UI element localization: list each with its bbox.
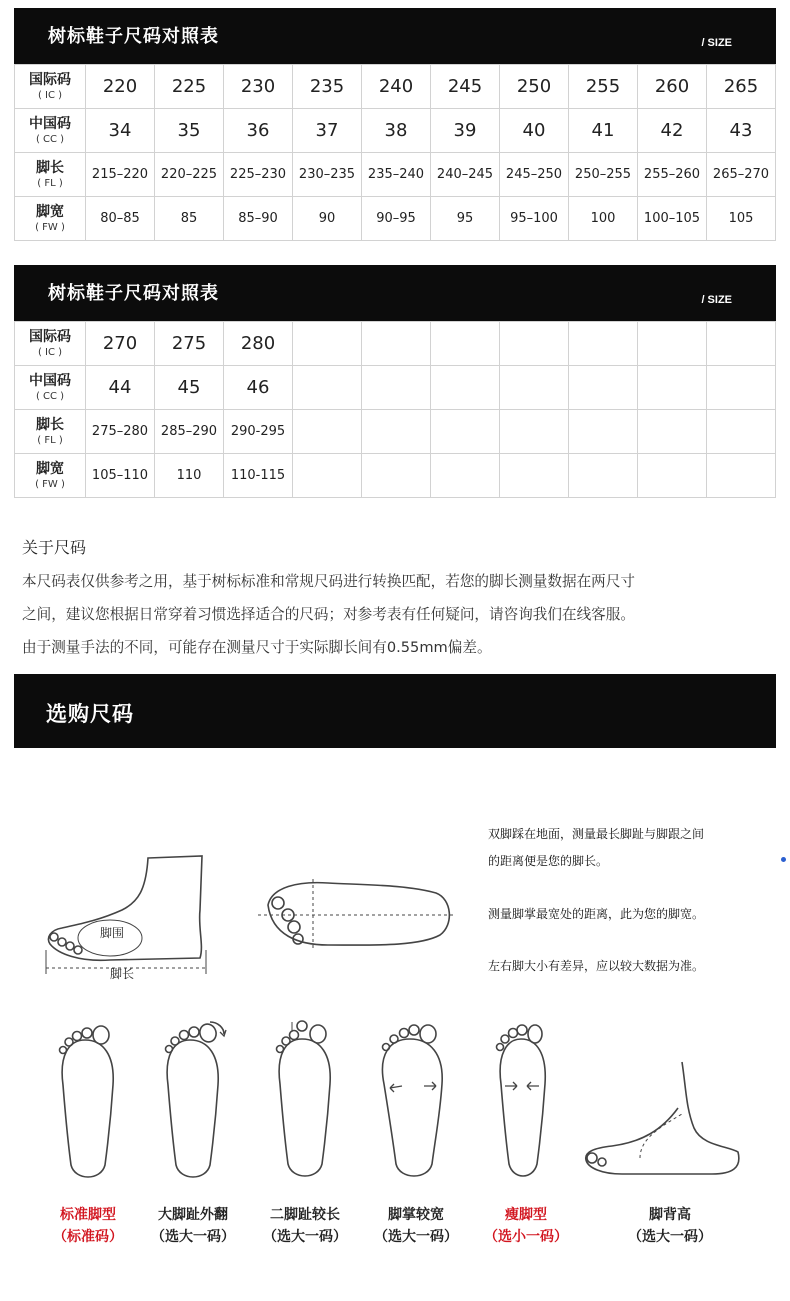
size-cell: 280 — [224, 322, 293, 366]
foot-type-label — [356, 1204, 476, 1248]
size-cell — [707, 322, 776, 366]
foot-type-advice: （选大一码） — [263, 1229, 347, 1245]
foot-type-name: 大脚趾外翻 — [158, 1207, 228, 1223]
size-cell: 46 — [224, 366, 293, 410]
size-chart-1-header — [14, 8, 776, 64]
size-cell — [431, 454, 500, 498]
row-header-en: ( IC ) — [37, 90, 63, 101]
size-cell: 215–220 — [86, 153, 155, 197]
foot-type-advice: （选大一码） — [374, 1229, 458, 1245]
foot-type-label — [610, 1204, 730, 1248]
size-cell — [638, 410, 707, 454]
size-cell: 35 — [155, 109, 224, 153]
size-cell: 105 — [707, 197, 776, 241]
size-cell — [638, 454, 707, 498]
row-header-cn: 国际码 — [29, 329, 71, 345]
row-header-en: ( FW ) — [35, 479, 65, 490]
size-cell: 260 — [638, 65, 707, 109]
size-cell — [500, 454, 569, 498]
foot-type-advice: （选大一码） — [151, 1229, 235, 1245]
foot-icon-high-instep — [582, 1058, 742, 1180]
foot-type-name: 脚背高 — [649, 1207, 691, 1223]
row-header-cn: 国际码 — [29, 72, 71, 88]
size-cell — [707, 366, 776, 410]
size-cell: 44 — [86, 366, 155, 410]
size-row — [15, 322, 776, 366]
size-cell — [293, 366, 362, 410]
size-chart-2-table — [14, 321, 776, 498]
size-cell — [500, 410, 569, 454]
foot-type-label — [28, 1204, 148, 1248]
row-header — [15, 410, 86, 454]
size-cell: 230–235 — [293, 153, 362, 197]
buy-section-header — [14, 674, 776, 748]
size-cell: 230 — [224, 65, 293, 109]
size-cell — [362, 322, 431, 366]
size-chart-2-size-tag: / SIZE — [701, 294, 732, 306]
size-cell: 225–230 — [224, 153, 293, 197]
size-cell: 38 — [362, 109, 431, 153]
size-cell: 240–245 — [431, 153, 500, 197]
row-header — [15, 366, 86, 410]
size-cell — [293, 410, 362, 454]
size-cell: 90 — [293, 197, 362, 241]
row-header-cn: 中国码 — [29, 373, 71, 389]
girth-label: 脚围 — [100, 926, 125, 940]
size-cell: 39 — [431, 109, 500, 153]
length-label: 脚长 — [110, 967, 135, 981]
row-header — [15, 153, 86, 197]
row-header-en: ( IC ) — [37, 347, 63, 358]
size-chart-1-size-tag: / SIZE — [701, 37, 732, 49]
row-header-cn: 脚长 — [36, 417, 64, 433]
size-cell — [707, 454, 776, 498]
row-header — [15, 65, 86, 109]
size-cell — [293, 454, 362, 498]
foot-type-label — [466, 1204, 586, 1248]
row-header-en: ( FW ) — [35, 222, 65, 233]
row-header-cn: 脚宽 — [36, 461, 64, 477]
size-cell: 100 — [569, 197, 638, 241]
foot-type-advice: （选小一码） — [484, 1229, 568, 1245]
about-line-3: 由于测量手法的不同，可能存在测量尺寸于实际脚长间有0.55mm偏差。 — [22, 639, 492, 656]
size-cell — [638, 366, 707, 410]
size-cell: 265 — [707, 65, 776, 109]
size-row — [15, 454, 776, 498]
size-cell: 255–260 — [638, 153, 707, 197]
size-cell: 40 — [500, 109, 569, 153]
size-cell: 275–280 — [86, 410, 155, 454]
size-row — [15, 410, 776, 454]
size-cell: 275 — [155, 322, 224, 366]
size-cell: 250–255 — [569, 153, 638, 197]
size-cell — [569, 410, 638, 454]
size-cell: 41 — [569, 109, 638, 153]
foot-icon-standard — [55, 1025, 120, 1185]
foot-type-name: 脚掌较宽 — [388, 1207, 444, 1223]
size-cell — [362, 454, 431, 498]
instruction-line-2: 的距离便是您的脚长。 — [488, 854, 609, 868]
size-cell: 100–105 — [638, 197, 707, 241]
size-cell — [362, 366, 431, 410]
size-cell: 285–290 — [155, 410, 224, 454]
size-cell — [431, 366, 500, 410]
foot-icon-wide-forefoot — [378, 1022, 448, 1184]
size-row — [15, 366, 776, 410]
size-cell: 255 — [569, 65, 638, 109]
size-chart-2-header — [14, 265, 776, 321]
foot-type-label — [245, 1204, 365, 1248]
size-cell — [431, 410, 500, 454]
size-chart-2 — [14, 265, 776, 498]
size-cell — [569, 322, 638, 366]
size-cell — [569, 454, 638, 498]
foot-type-advice: （选大一码） — [628, 1229, 712, 1245]
size-row — [15, 197, 776, 241]
row-header-en: ( FL ) — [37, 178, 63, 189]
size-row — [15, 153, 776, 197]
size-cell: 220 — [86, 65, 155, 109]
size-chart-1-table — [14, 64, 776, 241]
foot-type-label — [133, 1204, 253, 1248]
row-header-cn: 脚长 — [36, 160, 64, 176]
size-chart-2-title: 树标鞋子尺码对照表 — [48, 283, 219, 304]
size-cell: 110 — [155, 454, 224, 498]
size-cell: 245 — [431, 65, 500, 109]
size-cell: 90–95 — [362, 197, 431, 241]
foot-type-name: 标准脚型 — [60, 1207, 116, 1223]
instruction-line-3: 测量脚掌最宽处的距离，此为您的脚宽。 — [488, 907, 705, 921]
row-header — [15, 109, 86, 153]
about-line-2: 之间，建议您根据日常穿着习惯选择适合的尺码；对参考表有任何疑问，请咨询我们在线客服。 — [22, 606, 635, 623]
dot-marker — [781, 857, 786, 862]
row-header-en: ( CC ) — [35, 134, 65, 145]
size-cell: 37 — [293, 109, 362, 153]
size-cell — [362, 410, 431, 454]
size-chart-1 — [14, 8, 776, 241]
row-header — [15, 322, 86, 366]
row-header-cn: 脚宽 — [36, 204, 64, 220]
size-cell: 290-295 — [224, 410, 293, 454]
size-chart-1-title: 树标鞋子尺码对照表 — [48, 26, 219, 47]
instruction-line-1: 双脚踩在地面，测量最长脚趾与脚跟之间 — [488, 827, 705, 841]
foot-icon-slim — [493, 1022, 553, 1184]
size-cell: 235 — [293, 65, 362, 109]
foot-side-measure-illustration — [40, 850, 220, 985]
size-cell — [569, 366, 638, 410]
buy-section-title: 选购尺码 — [46, 702, 134, 726]
size-cell: 85 — [155, 197, 224, 241]
size-row — [15, 109, 776, 153]
size-cell: 110-115 — [224, 454, 293, 498]
size-cell: 225 — [155, 65, 224, 109]
size-cell: 250 — [500, 65, 569, 109]
size-cell: 36 — [224, 109, 293, 153]
size-cell: 105–110 — [86, 454, 155, 498]
size-cell: 220–225 — [155, 153, 224, 197]
foot-icon-long-second-toe — [272, 1022, 337, 1184]
size-cell: 95 — [431, 197, 500, 241]
size-cell — [293, 322, 362, 366]
size-cell: 80–85 — [86, 197, 155, 241]
size-cell: 240 — [362, 65, 431, 109]
size-cell: 42 — [638, 109, 707, 153]
size-cell: 34 — [86, 109, 155, 153]
foot-icon-hallux-valgus — [160, 1020, 230, 1185]
row-header — [15, 454, 86, 498]
about-title: 关于尺码 — [22, 538, 87, 557]
size-cell — [638, 322, 707, 366]
size-cell — [431, 322, 500, 366]
size-cell: 245–250 — [500, 153, 569, 197]
size-cell — [500, 322, 569, 366]
foot-type-name: 瘦脚型 — [505, 1207, 547, 1223]
size-cell: 270 — [86, 322, 155, 366]
about-line-1: 本尺码表仅供参考之用，基于树标标准和常规尺码进行转换匹配，若您的脚长测量数据在两尺寸 — [22, 573, 635, 590]
row-header-en: ( FL ) — [37, 435, 63, 446]
row-header — [15, 197, 86, 241]
size-cell: 265–270 — [707, 153, 776, 197]
size-cell — [500, 366, 569, 410]
size-cell: 45 — [155, 366, 224, 410]
size-cell — [707, 410, 776, 454]
size-cell: 43 — [707, 109, 776, 153]
row-header-en: ( CC ) — [35, 391, 65, 402]
instruction-line-4: 左右脚大小有差异，应以较大数据为准。 — [488, 959, 705, 973]
size-cell: 85–90 — [224, 197, 293, 241]
foot-top-measure-illustration — [258, 875, 453, 955]
foot-type-advice: （标准码） — [53, 1229, 123, 1245]
size-cell: 95–100 — [500, 197, 569, 241]
row-header-cn: 中国码 — [29, 116, 71, 132]
foot-type-name: 二脚趾较长 — [270, 1207, 340, 1223]
size-cell: 235–240 — [362, 153, 431, 197]
size-row — [15, 65, 776, 109]
